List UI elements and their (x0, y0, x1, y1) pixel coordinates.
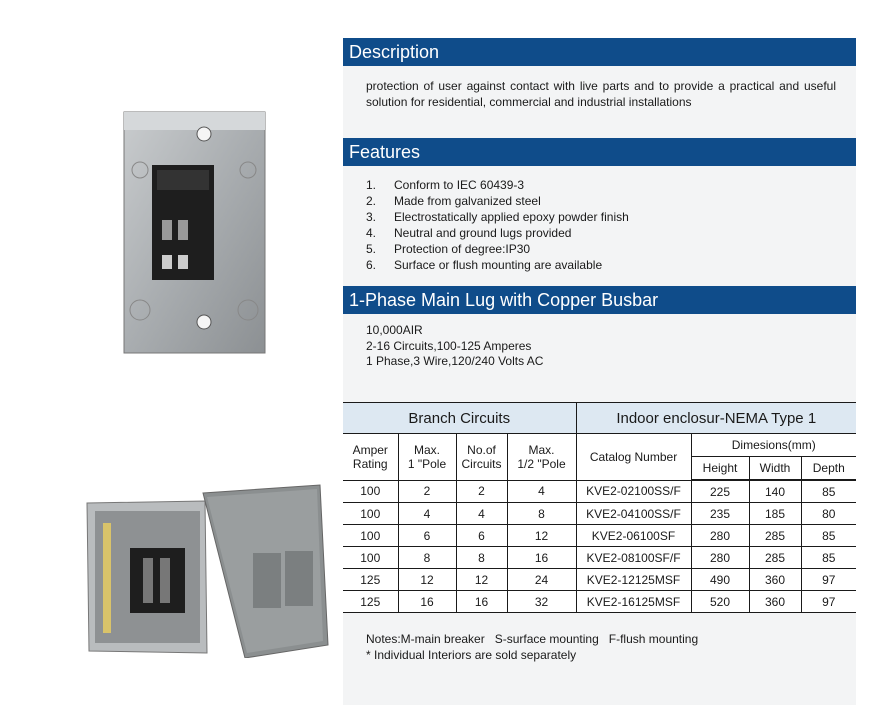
features-list (366, 177, 629, 273)
table-cell: 125 (343, 591, 398, 613)
table-row (343, 591, 856, 613)
table-cell: 16 (507, 547, 576, 569)
table-cell: 100 (343, 480, 398, 503)
table-cell: 24 (507, 569, 576, 591)
table-cell: 100 (343, 525, 398, 547)
table-cell: 8 (507, 503, 576, 525)
table-cell: 12 (507, 525, 576, 547)
table-cell: 97 (801, 569, 856, 591)
col-catalog-number: Catalog Number (576, 434, 691, 481)
load-center-open-image (122, 110, 267, 355)
table-cell: KVE2-16125MSF (576, 591, 691, 613)
table-cell: 16 (456, 591, 507, 613)
feature-item: 1. Conform to IEC 60439-3 (366, 178, 525, 192)
table-cell: 520 (691, 591, 749, 613)
table-row (343, 480, 856, 503)
col-height: Height (691, 457, 749, 481)
table-cell: 100 (343, 547, 398, 569)
table-cell: 280 (691, 525, 749, 547)
catalog-table (343, 402, 856, 613)
table-cell: 140 (749, 480, 801, 503)
phase-header: 1-Phase Main Lug with Copper Busbar (343, 286, 856, 314)
feature-item: 5. Protection of degree:IP30 (366, 242, 531, 256)
table-row (343, 547, 856, 569)
table-cell: 4 (507, 480, 576, 503)
table-cell: 280 (691, 547, 749, 569)
table-cell: 8 (456, 547, 507, 569)
col-no-of-circuits: No.of Circuits (456, 434, 507, 481)
col-width: Width (749, 457, 801, 481)
table-cell: 285 (749, 547, 801, 569)
table-cell: 360 (749, 591, 801, 613)
table-row (343, 525, 856, 547)
table-cell: KVE2-08100SF/F (576, 547, 691, 569)
notes (366, 631, 698, 663)
table-cell: 16 (398, 591, 456, 613)
table-cell: 360 (749, 569, 801, 591)
notes-line: * Individual Interiors are sold separately (366, 648, 577, 662)
features-header: Features (343, 138, 856, 166)
table-cell: 97 (801, 591, 856, 613)
table-cell: 6 (456, 525, 507, 547)
description-text: protection of user against contact with live parts and to provide a practical and useful solution for residential, commercial and industrial installations (366, 79, 836, 109)
group-indoor-enclosure: Indoor enclosur-NEMA Type 1 (576, 403, 856, 434)
table-cell: 6 (398, 525, 456, 547)
spec-line: 2-16 Circuits,100-125 Amperes (366, 338, 532, 353)
col-dimensions: Dimesions(mm) (691, 434, 856, 457)
table-row (343, 569, 856, 591)
feature-item: 3. Electrostatically applied epoxy powder finish (366, 210, 629, 224)
table-cell: KVE2-02100SS/F (576, 480, 691, 503)
table-cell: 85 (801, 480, 856, 503)
table-cell: 85 (801, 547, 856, 569)
feature-item: 2. Made from galvanized steel (366, 194, 541, 208)
col-depth: Depth (801, 457, 856, 481)
table-cell: KVE2-06100SF (576, 525, 691, 547)
col-amper-rating: Amper Rating (343, 434, 398, 481)
table-cell: 285 (749, 525, 801, 547)
table-cell: 32 (507, 591, 576, 613)
phase-specs (366, 323, 543, 370)
table-cell: 2 (398, 480, 456, 503)
description-header: Description (343, 38, 856, 66)
spec-line: 10,000AIR (366, 323, 423, 337)
table-cell: 8 (398, 547, 456, 569)
table-cell: KVE2-04100SS/F (576, 503, 691, 525)
notes-line: Notes:M-main breaker S-surface mounting F-flush mounting (366, 632, 699, 646)
table-cell: 4 (398, 503, 456, 525)
table-cell: 4 (456, 503, 507, 525)
load-center-cover-image (85, 483, 330, 658)
feature-item: 6. Surface or flush mounting are available (366, 258, 603, 272)
table-cell: 12 (398, 569, 456, 591)
table-cell: 80 (801, 503, 856, 525)
feature-item: 4. Neutral and ground lugs provided (366, 226, 572, 240)
table-cell: 12 (456, 569, 507, 591)
table-cell: 235 (691, 503, 749, 525)
table-cell: 2 (456, 480, 507, 503)
spec-line: 1 Phase,3 Wire,120/240 Volts AC (366, 354, 544, 368)
col-max-half-pole: Max. 1/2 "Pole (507, 434, 576, 481)
table-cell: KVE2-12125MSF (576, 569, 691, 591)
table-cell: 100 (343, 503, 398, 525)
col-max-1-pole: Max. 1 "Pole (398, 434, 456, 481)
table-cell: 125 (343, 569, 398, 591)
table-cell: 85 (801, 525, 856, 547)
group-branch-circuits: Branch Circuits (343, 403, 576, 434)
table-cell: 185 (749, 503, 801, 525)
table-row (343, 503, 856, 525)
table-cell: 225 (691, 480, 749, 503)
table-cell: 490 (691, 569, 749, 591)
